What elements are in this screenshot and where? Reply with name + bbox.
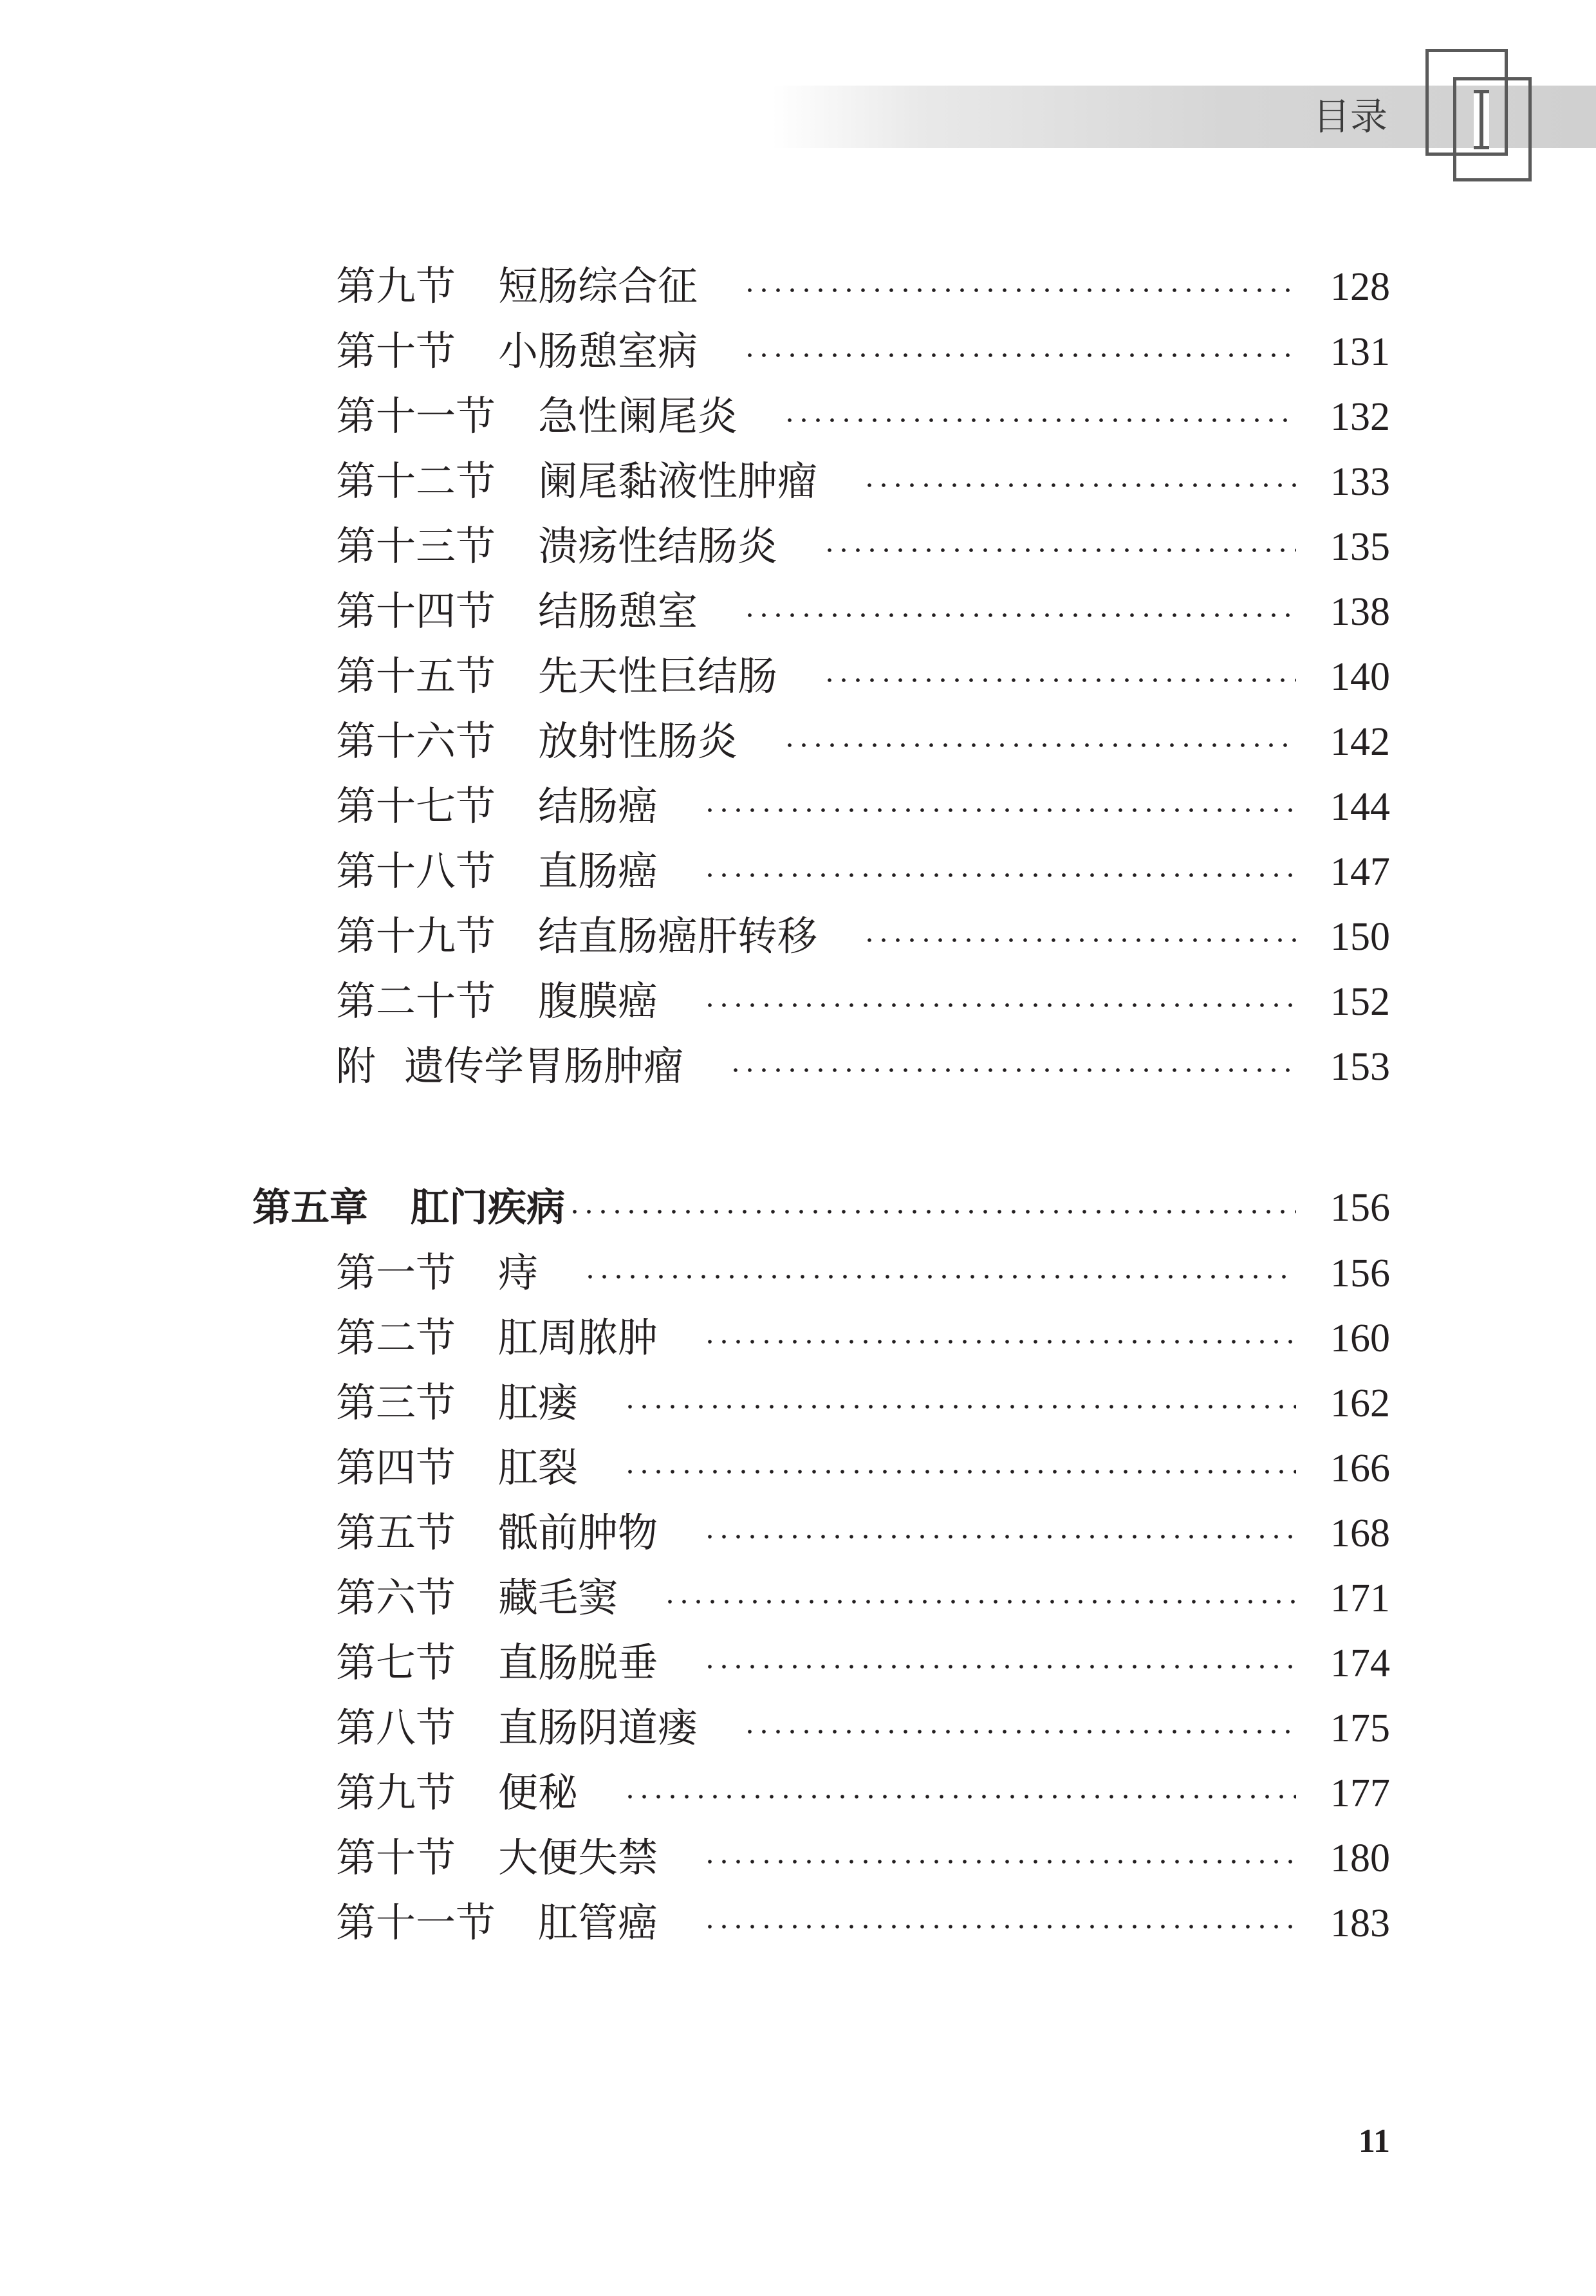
toc-section-number: 第四节 bbox=[336, 1444, 456, 1491]
toc-entry-title: 骶前肿物 bbox=[498, 1509, 658, 1556]
toc-entry-title: 肛瘘 bbox=[498, 1379, 579, 1426]
toc-section-number: 第十六节 bbox=[336, 718, 496, 764]
toc-entry-appendix[interactable] bbox=[336, 1041, 1390, 1092]
toc-section-number: 第二节 bbox=[336, 1314, 456, 1361]
toc-chapter-title: 肛门疾病 bbox=[411, 1185, 565, 1230]
toc-entry[interactable] bbox=[336, 1767, 1390, 1819]
toc-section-number: 第十一节 bbox=[336, 1899, 496, 1946]
toc-page-number: 138 bbox=[1330, 590, 1390, 634]
toc-entry[interactable] bbox=[336, 651, 1390, 702]
toc-page-number: 144 bbox=[1330, 785, 1390, 829]
toc-entry[interactable] bbox=[336, 976, 1390, 1027]
toc-section-number: 第十九节 bbox=[336, 912, 496, 959]
toc-entry-title: 肛周脓肿 bbox=[498, 1314, 658, 1361]
toc-page-number: 147 bbox=[1330, 850, 1390, 894]
toc-page-number: 174 bbox=[1330, 1642, 1390, 1685]
toc-entry-title: 结肠癌 bbox=[538, 782, 658, 829]
dot-leader bbox=[743, 613, 1296, 617]
dot-leader bbox=[623, 1405, 1296, 1409]
dot-leader bbox=[663, 1600, 1296, 1604]
toc-page-number: 152 bbox=[1330, 980, 1390, 1024]
toc-entry[interactable] bbox=[336, 1377, 1390, 1429]
toc-section-number: 第十七节 bbox=[336, 782, 496, 829]
toc-page-number: 177 bbox=[1330, 1772, 1390, 1815]
toc-section-number: 第九节 bbox=[336, 263, 456, 310]
toc-entry[interactable] bbox=[336, 391, 1390, 442]
dot-leader bbox=[783, 418, 1296, 422]
dot-leader bbox=[623, 1795, 1296, 1799]
toc-section-number: 第十二节 bbox=[336, 458, 496, 505]
toc-entry[interactable] bbox=[336, 1832, 1390, 1884]
toc-page-number: 131 bbox=[1330, 330, 1390, 374]
toc-chapter-entry[interactable] bbox=[252, 1182, 1390, 1234]
toc-entry-title: 遗传学胃肠肿瘤 bbox=[404, 1042, 684, 1089]
toc-entry-title: 阑尾黏液性肿瘤 bbox=[538, 458, 818, 505]
toc-page-number: 166 bbox=[1330, 1447, 1390, 1490]
toc-entry-title: 大便失禁 bbox=[498, 1834, 658, 1881]
toc-entry-title: 结直肠癌肝转移 bbox=[538, 912, 818, 959]
dot-leader bbox=[703, 1003, 1296, 1007]
toc-entry-title: 肛管癌 bbox=[538, 1899, 658, 1946]
toc-entry-title: 直肠脱垂 bbox=[498, 1639, 658, 1686]
toc-entry[interactable] bbox=[336, 846, 1390, 897]
toc-section-number: 第十节 bbox=[336, 1834, 456, 1881]
toc-section-number: 第十三节 bbox=[336, 523, 496, 569]
toc-entry[interactable] bbox=[336, 586, 1390, 637]
toc-entry-title: 便秘 bbox=[498, 1769, 579, 1816]
toc-section-number: 第十五节 bbox=[336, 653, 496, 699]
toc-entry[interactable] bbox=[336, 456, 1390, 507]
toc-section-number: 第三节 bbox=[336, 1379, 456, 1426]
toc-page-number: 150 bbox=[1330, 915, 1390, 959]
toc-section-number: 第十节 bbox=[336, 328, 456, 375]
toc-entry[interactable] bbox=[336, 716, 1390, 767]
toc-section-number: 第十八节 bbox=[336, 847, 496, 894]
dot-leader bbox=[568, 1210, 1296, 1214]
toc-page-number: 133 bbox=[1330, 460, 1390, 504]
toc-page-number: 160 bbox=[1330, 1317, 1390, 1360]
toc-entry[interactable] bbox=[336, 1572, 1390, 1624]
toc-entry[interactable] bbox=[336, 1507, 1390, 1559]
toc-entry-title: 急性阑尾炎 bbox=[538, 393, 738, 440]
toc-entry-title: 结肠憩室 bbox=[538, 588, 698, 634]
dot-leader bbox=[703, 1535, 1296, 1539]
toc-entry[interactable] bbox=[336, 261, 1390, 312]
toc-page-number: 128 bbox=[1330, 265, 1390, 309]
toc-chapter-number: 第五章 bbox=[252, 1185, 368, 1230]
toc-section-number: 第二十节 bbox=[336, 977, 496, 1024]
toc-entry[interactable] bbox=[336, 521, 1390, 572]
toc-section-number: 第五节 bbox=[336, 1509, 456, 1556]
header-roman-numeral-stem bbox=[1480, 93, 1483, 146]
toc-page-number: 168 bbox=[1330, 1512, 1390, 1555]
toc-entry[interactable] bbox=[336, 781, 1390, 832]
toc-entry[interactable] bbox=[336, 1442, 1390, 1494]
toc-page-number: 153 bbox=[1330, 1045, 1390, 1089]
toc-section-number: 附 bbox=[336, 1042, 376, 1089]
dot-leader bbox=[862, 938, 1296, 942]
dot-leader bbox=[783, 743, 1296, 747]
toc-entry[interactable] bbox=[336, 1247, 1390, 1299]
toc-section-number: 第十一节 bbox=[336, 393, 496, 440]
toc-page-number: 142 bbox=[1330, 720, 1390, 764]
dot-leader bbox=[822, 548, 1296, 552]
dot-leader bbox=[703, 1340, 1296, 1344]
toc-entry[interactable] bbox=[336, 1702, 1390, 1754]
toc-entry[interactable] bbox=[336, 326, 1390, 377]
dot-leader bbox=[623, 1470, 1296, 1474]
toc-page-number: 183 bbox=[1330, 1902, 1390, 1945]
toc-entry-title: 肛裂 bbox=[498, 1444, 579, 1491]
toc-section-number: 第六节 bbox=[336, 1574, 456, 1621]
toc-page-number: 156 bbox=[1330, 1186, 1390, 1230]
dot-leader bbox=[728, 1068, 1296, 1072]
toc-entry[interactable] bbox=[336, 1897, 1390, 1949]
dot-leader bbox=[703, 873, 1296, 877]
toc-entry[interactable] bbox=[336, 1312, 1390, 1364]
dot-leader bbox=[743, 1730, 1296, 1734]
toc-section-number: 第九节 bbox=[336, 1769, 456, 1816]
header-frame-ornament bbox=[1453, 77, 1532, 181]
running-header-title: 目录 bbox=[1313, 95, 1388, 138]
toc-page-number: 156 bbox=[1330, 1252, 1390, 1295]
toc-section-number: 第十四节 bbox=[336, 588, 496, 634]
toc-entry-title: 先天性巨结肠 bbox=[538, 653, 778, 699]
toc-entry-title: 短肠综合征 bbox=[498, 263, 698, 310]
toc-entry[interactable] bbox=[336, 1637, 1390, 1689]
dot-leader bbox=[862, 483, 1296, 487]
toc-page-number: 175 bbox=[1330, 1707, 1390, 1750]
toc-page-number: 132 bbox=[1330, 395, 1390, 439]
dot-leader bbox=[583, 1275, 1296, 1279]
dot-leader bbox=[703, 1860, 1296, 1864]
toc-section-number: 第七节 bbox=[336, 1639, 456, 1686]
toc-entry-title: 藏毛窦 bbox=[498, 1574, 618, 1621]
dot-leader bbox=[743, 353, 1296, 357]
dot-leader bbox=[743, 288, 1296, 292]
toc-section-number: 第一节 bbox=[336, 1249, 456, 1296]
toc-entry-title: 放射性肠炎 bbox=[538, 718, 738, 764]
toc-entry-title: 直肠阴道瘘 bbox=[498, 1704, 698, 1751]
page-number: 11 bbox=[1358, 2123, 1390, 2160]
dot-leader bbox=[703, 1925, 1296, 1929]
toc-entry[interactable] bbox=[336, 911, 1390, 962]
toc-page-number: 162 bbox=[1330, 1382, 1390, 1425]
toc-page-number: 171 bbox=[1330, 1577, 1390, 1620]
toc-entry-title: 痔 bbox=[498, 1249, 539, 1296]
dot-leader bbox=[703, 808, 1296, 812]
dot-leader bbox=[822, 678, 1296, 682]
toc-entry-title: 腹膜癌 bbox=[538, 977, 658, 1024]
toc-entry-title: 溃疡性结肠炎 bbox=[538, 523, 778, 569]
toc-page-number: 180 bbox=[1330, 1837, 1390, 1880]
toc-entry-title: 直肠癌 bbox=[538, 847, 658, 894]
toc-section-number: 第八节 bbox=[336, 1704, 456, 1751]
dot-leader bbox=[703, 1665, 1296, 1669]
toc-page-number: 140 bbox=[1330, 655, 1390, 699]
toc-entry-title: 小肠憩室病 bbox=[498, 328, 698, 375]
toc-page-number: 135 bbox=[1330, 525, 1390, 569]
